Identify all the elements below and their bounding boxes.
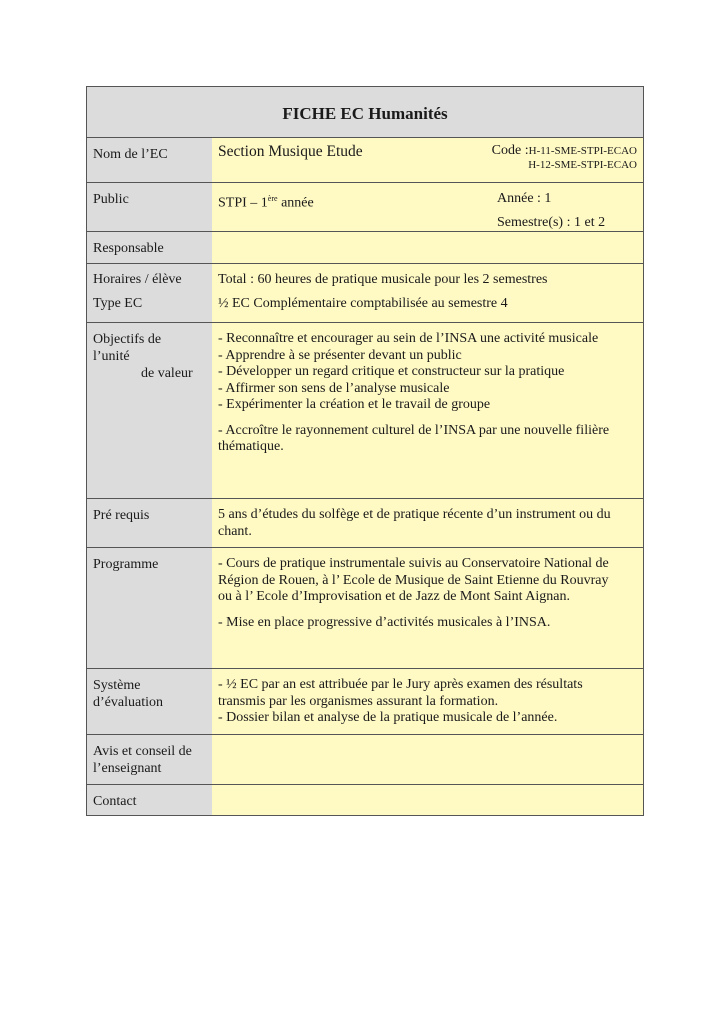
row-avis [87,734,643,784]
ec-code [492,144,637,182]
objective-item: - Développer un regard critique et constructeur sur la pratique [218,364,565,379]
systeme-line: - ½ EC par an est attribuée par le Jury après examen des résultats [218,677,583,692]
value-programme [212,548,643,668]
value-systeme [212,669,643,734]
row-objectifs [87,322,643,498]
semestre: Semestre(s) : 1 et 2 [497,215,606,230]
value-nom [212,138,643,182]
row-prerequis [87,498,643,547]
objective-item: - Apprendre à se présenter devant un public [218,347,462,363]
value-responsable [212,232,643,263]
label-avis-1: Avis et conseil de [93,744,192,759]
code-2: H-12-SME-STPI-ECAO [528,159,637,171]
label-responsable: Responsable [87,232,212,263]
programme-extra: - Mise en place progressive d’activités musicales à l’INSA. [218,614,551,630]
horaires-total: Total : 60 heures de pratique musicale pour les 2 semestres [218,272,548,287]
year-semester [497,187,637,231]
programme-line: - Cours de pratique instrumentale suivis au Conservatoire National de [218,556,609,571]
value-prerequis [212,499,643,547]
row-systeme [87,668,643,734]
label-avis-2: l’enseignant [93,761,162,776]
systeme-line: transmis par les organismes assurant la formation. [218,693,499,709]
row-nom [87,137,643,182]
value-public [212,183,643,231]
label-prerequis: Pré requis [87,499,212,547]
objective-extra-2: thématique. [218,439,284,454]
objective-extra-1: - Accroître le rayonnement culturel de l’INSA par une nouvelle filière [218,422,610,438]
value-contact [212,785,643,815]
row-responsable [87,231,643,263]
label-horaires-2: Type EC [93,296,143,311]
value-horaires [212,264,643,322]
public-level: STPI – 1 [218,195,268,211]
ec-name: Section Musique Etude [218,143,363,160]
row-programme [87,547,643,668]
type-ec: ½ EC Complémentaire comptabilisée au semestre 4 [218,296,508,311]
form-title: FICHE EC Humanités [282,104,448,123]
programme-line: ou à l’ Ecole d’Improvisation et de Jazz de Mont Saint Aignan. [218,589,570,604]
public-value [218,191,314,231]
label-objectifs-1: Objectifs de [93,332,162,347]
form-title-row [87,87,643,137]
prerequis-line-1: 5 ans d’études du solfège et de pratique récente d’un instrument ou du [218,507,611,522]
value-objectifs [212,323,643,498]
objective-item: - Expérimenter la création et le travail de groupe [218,397,491,412]
value-avis [212,735,643,784]
code-label: Code : [491,143,529,158]
code-1: H-11-SME-STPI-ECAO [528,145,637,157]
label-public: Public [87,183,212,231]
annee: Année : 1 [497,191,552,206]
programme-line: Région de Rouen, à l’ Ecole de Musique de Saint Etienne du Rouvray [218,572,609,588]
label-avis [87,735,212,784]
row-horaires [87,263,643,322]
prerequis-line-2: chant. [218,523,252,539]
objective-item: - Affirmer son sens de l’analyse musicale [218,380,450,396]
label-programme: Programme [87,548,212,668]
ec-form-table [86,86,644,816]
label-objectifs-2: l’unité [93,349,130,364]
label-horaires [87,264,212,322]
row-public [87,182,643,231]
label-horaires-1: Horaires / élève [93,272,182,287]
systeme-line: - Dossier bilan et analyse de la pratique musicale de l’année. [218,710,558,725]
label-objectifs [87,323,212,498]
label-nom: Nom de l’EC [87,138,212,182]
label-objectifs-3: de valeur [141,366,193,381]
public-annee-word: année [277,195,314,211]
label-systeme [87,669,212,734]
row-contact [87,784,643,815]
objective-item: - Reconnaître et encourager au sein de l’INSA une activité musicale [218,331,599,346]
label-systeme-1: Système [93,678,141,693]
label-contact: Contact [87,785,212,815]
public-sup: ère [267,194,278,203]
label-systeme-2: d’évaluation [93,695,163,710]
